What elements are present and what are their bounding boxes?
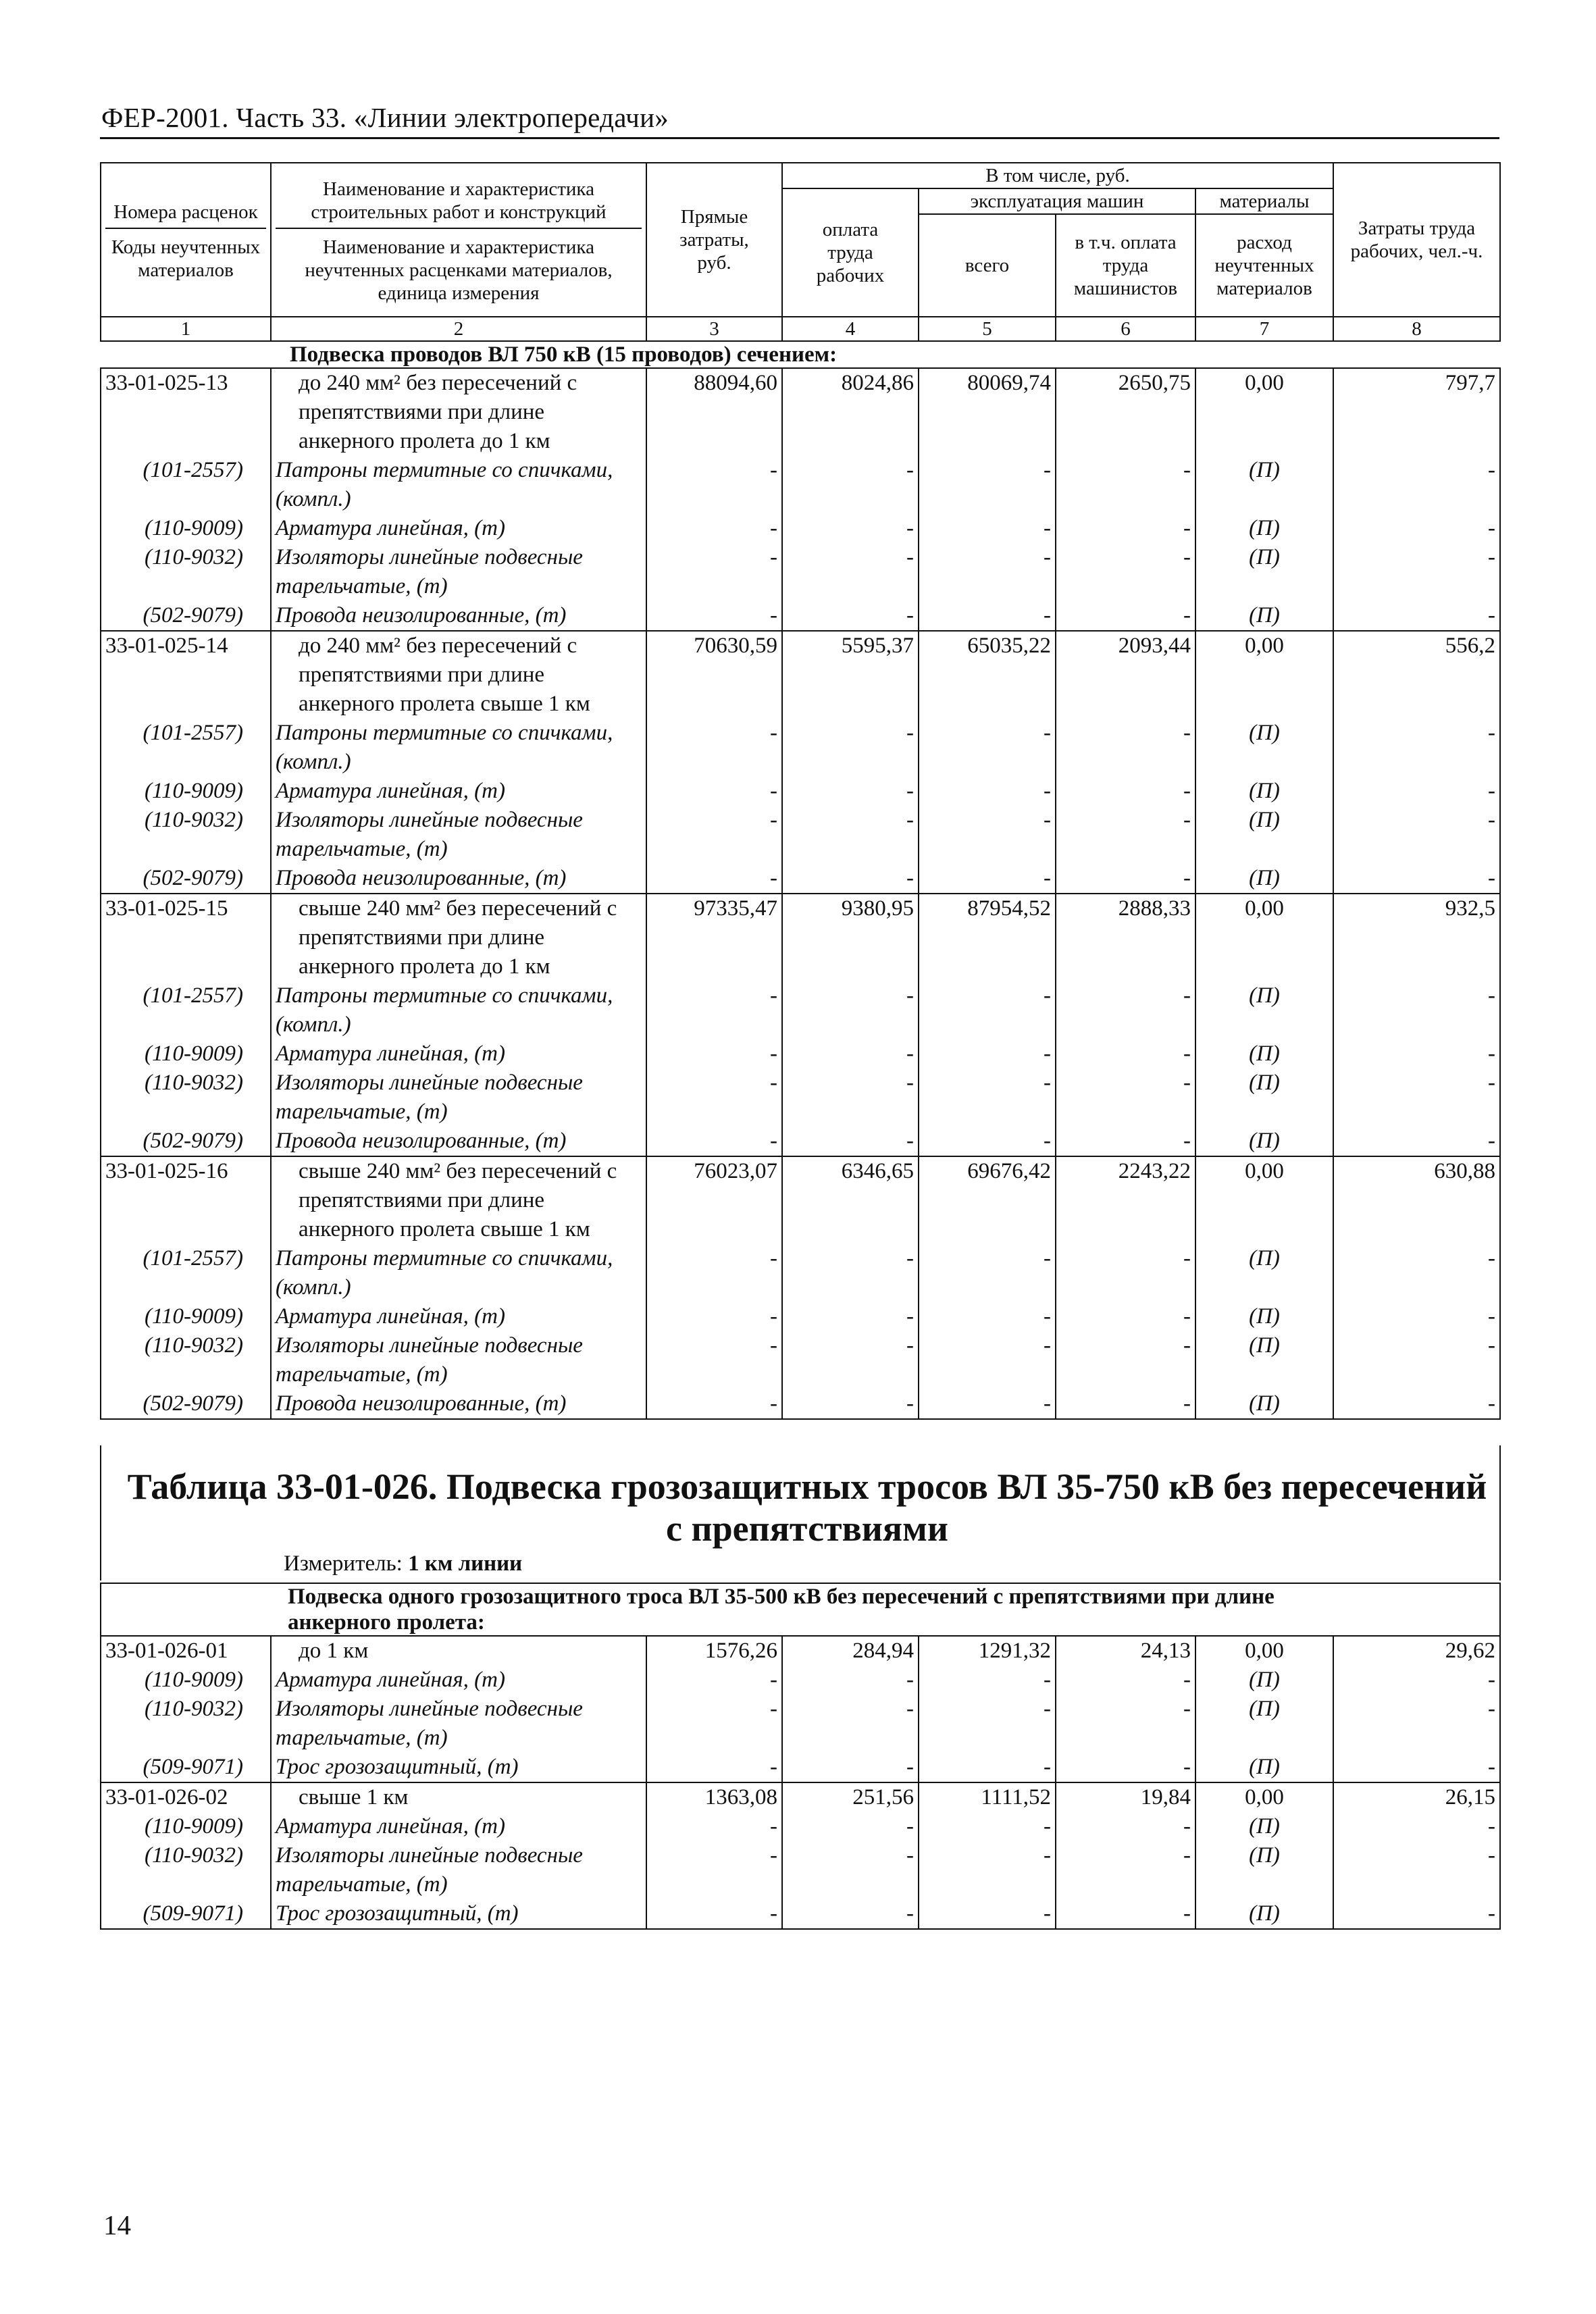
labor-hours: - [1333, 806, 1500, 864]
materials-value: (П) [1195, 864, 1333, 894]
direct-costs: 70630,59 [646, 631, 782, 719]
material-row [101, 1812, 1500, 1841]
col-head-rate-numbers: Номера расценок [105, 198, 266, 229]
material-row [101, 1302, 1500, 1331]
col-head-unaccounted-materials: расход неучтенных материалов [1195, 214, 1333, 317]
machines-total: - [919, 1812, 1056, 1841]
material-code: (110-9032) [101, 1069, 271, 1127]
material-row [101, 719, 1500, 777]
rate-row [101, 894, 1500, 981]
labor-hours: 797,7 [1333, 368, 1500, 456]
material-code: (101-2557) [101, 719, 271, 777]
materials-value: (П) [1195, 1302, 1333, 1331]
rate-code: 33-01-025-15 [101, 894, 271, 981]
material-name: Патроны термитные со спичками, (компл.) [271, 1244, 646, 1302]
materials-value: (П) [1195, 1069, 1333, 1127]
machinist-pay: - [1056, 1127, 1195, 1156]
material-row [101, 777, 1500, 806]
labor-hours: - [1333, 1389, 1500, 1419]
material-row [101, 514, 1500, 543]
material-name: Патроны термитные со спичками, (компл.) [271, 981, 646, 1039]
machinist-pay: - [1056, 543, 1195, 601]
labor-hours: - [1333, 1039, 1500, 1069]
machines-total: - [919, 1069, 1056, 1127]
col-head-group: В том числе, руб. [782, 163, 1333, 188]
materials-value: (П) [1195, 514, 1333, 543]
col-number: 4 [782, 317, 919, 341]
materials-value: 0,00 [1195, 894, 1333, 981]
col-number: 6 [1056, 317, 1195, 341]
worker-pay: - [782, 1695, 919, 1753]
material-row [101, 601, 1500, 631]
material-code: (110-9009) [101, 1039, 271, 1069]
direct-costs: - [646, 1331, 782, 1389]
material-name: Арматура линейная, (т) [271, 514, 646, 543]
machines-total: 69676,42 [919, 1156, 1056, 1244]
machines-total: - [919, 981, 1056, 1039]
labor-hours: - [1333, 719, 1500, 777]
labor-hours: - [1333, 1331, 1500, 1389]
col-head-material-name: Наименование и характеристика неучтенных расценками материалов, единица измерения [305, 236, 613, 304]
machinist-pay: 24,13 [1056, 1636, 1195, 1666]
direct-costs: - [646, 1039, 782, 1069]
worker-pay: 284,94 [782, 1636, 919, 1666]
materials-value: (П) [1195, 456, 1333, 514]
rate-row [101, 368, 1500, 456]
section-title: Подвеска одного грозозащитного троса ВЛ 35-500 кВ без пересечений с препятствиями при длине анкерного пролета: [101, 1583, 1500, 1636]
direct-costs: - [646, 543, 782, 601]
labor-hours: - [1333, 1812, 1500, 1841]
material-name: Патроны термитные со спичками, (компл.) [271, 456, 646, 514]
materials-value: (П) [1195, 1039, 1333, 1069]
work-name: до 240 мм² без пересечений с препятствиями при длине анкерного пролета до 1 км [271, 368, 646, 456]
machines-total: - [919, 1039, 1056, 1069]
materials-value: (П) [1195, 1127, 1333, 1156]
col-number: 3 [646, 317, 782, 341]
machinist-pay: - [1056, 1389, 1195, 1419]
machinist-pay: - [1056, 1695, 1195, 1753]
material-row [101, 1069, 1500, 1127]
col-number: 7 [1195, 317, 1333, 341]
page-number: 14 [103, 2209, 131, 2240]
labor-hours: 630,88 [1333, 1156, 1500, 1244]
material-name: Трос грозозащитный, (т) [271, 1753, 646, 1782]
machinist-pay: 2650,75 [1056, 368, 1195, 456]
material-row [101, 1753, 1500, 1782]
labor-hours: - [1333, 864, 1500, 894]
material-code: (502-9079) [101, 601, 271, 631]
machinist-pay: - [1056, 1331, 1195, 1389]
worker-pay: - [782, 719, 919, 777]
material-name: Патроны термитные со спичками, (компл.) [271, 719, 646, 777]
rate-row [101, 1636, 1500, 1666]
direct-costs: 1363,08 [646, 1782, 782, 1812]
worker-pay: - [782, 601, 919, 631]
material-name: Провода неизолированные, (т) [271, 1389, 646, 1419]
machines-total: - [919, 1244, 1056, 1302]
material-row [101, 1244, 1500, 1302]
materials-value: 0,00 [1195, 1782, 1333, 1812]
machinist-pay: - [1056, 806, 1195, 864]
material-name: Изоляторы линейные подвесные тарельчатые, (т) [271, 1695, 646, 1753]
col-number: 5 [919, 317, 1056, 341]
col-head-labor: Затраты труда рабочих, чел.-ч. [1333, 163, 1500, 317]
worker-pay: - [782, 1331, 919, 1389]
rate-code: 33-01-026-02 [101, 1782, 271, 1812]
material-row [101, 1666, 1500, 1695]
machines-total: - [919, 806, 1056, 864]
rate-code: 33-01-026-01 [101, 1636, 271, 1666]
worker-pay: - [782, 1899, 919, 1929]
material-code: (110-9009) [101, 1812, 271, 1841]
material-code: (502-9079) [101, 1389, 271, 1419]
worker-pay: - [782, 1244, 919, 1302]
direct-costs: - [646, 1841, 782, 1899]
material-name: Арматура линейная, (т) [271, 1039, 646, 1069]
unit-line [284, 1551, 522, 1576]
worker-pay: - [782, 1812, 919, 1841]
direct-costs: - [646, 864, 782, 894]
rates-table-33-01-026 [100, 1583, 1501, 1930]
labor-hours: - [1333, 1244, 1500, 1302]
machinist-pay: - [1056, 1069, 1195, 1127]
materials-value: 0,00 [1195, 631, 1333, 719]
col-head-names [271, 163, 646, 317]
machines-total: - [919, 719, 1056, 777]
machinist-pay: 2093,44 [1056, 631, 1195, 719]
materials-value: (П) [1195, 777, 1333, 806]
work-name: свыше 240 мм² без пересечений с препятствиями при длине анкерного пролета свыше 1 км [271, 1156, 646, 1244]
material-code: (509-9071) [101, 1753, 271, 1782]
machines-total: - [919, 1331, 1056, 1389]
materials-value: (П) [1195, 1695, 1333, 1753]
material-name: Изоляторы линейные подвесные тарельчатые, (т) [271, 1331, 646, 1389]
worker-pay: - [782, 456, 919, 514]
machinist-pay: 2888,33 [1056, 894, 1195, 981]
direct-costs: - [646, 1127, 782, 1156]
material-row [101, 864, 1500, 894]
labor-hours: - [1333, 456, 1500, 514]
col-head-codes [101, 163, 271, 317]
material-code: (110-9032) [101, 806, 271, 864]
work-name: свыше 240 мм² без пересечений с препятствиями при длине анкерного пролета до 1 км [271, 894, 646, 981]
worker-pay: - [782, 1127, 919, 1156]
materials-value: (П) [1195, 806, 1333, 864]
machinist-pay: - [1056, 1302, 1195, 1331]
col-head-work-name: Наименование и характеристика строительных работ и конструкций [276, 175, 642, 229]
labor-hours: 29,62 [1333, 1636, 1500, 1666]
machines-total: - [919, 1127, 1056, 1156]
material-row [101, 1389, 1500, 1419]
direct-costs: - [646, 1666, 782, 1695]
machinist-pay: - [1056, 1812, 1195, 1841]
machinist-pay: - [1056, 1666, 1195, 1695]
worker-pay: 8024,86 [782, 368, 919, 456]
materials-value: (П) [1195, 1244, 1333, 1302]
direct-costs: - [646, 601, 782, 631]
material-name: Арматура линейная, (т) [271, 1302, 646, 1331]
machinist-pay: - [1056, 1039, 1195, 1069]
direct-costs: - [646, 806, 782, 864]
materials-value: (П) [1195, 1753, 1333, 1782]
direct-costs: 88094,60 [646, 368, 782, 456]
materials-value: (П) [1195, 719, 1333, 777]
worker-pay: 251,56 [782, 1782, 919, 1812]
col-number: 1 [101, 317, 271, 341]
machines-total: - [919, 514, 1056, 543]
rate-code: 33-01-025-14 [101, 631, 271, 719]
machinist-pay: - [1056, 719, 1195, 777]
machines-total: - [919, 1389, 1056, 1419]
material-code: (101-2557) [101, 456, 271, 514]
rates-table-33-01-025 [100, 162, 1501, 1420]
direct-costs: 76023,07 [646, 1156, 782, 1244]
direct-costs: - [646, 1069, 782, 1127]
material-row [101, 543, 1500, 601]
material-code: (110-9032) [101, 1695, 271, 1753]
material-code: (502-9079) [101, 1127, 271, 1156]
machines-total: - [919, 1302, 1056, 1331]
rate-row [101, 1782, 1500, 1812]
material-name: Арматура линейная, (т) [271, 777, 646, 806]
labor-hours: - [1333, 514, 1500, 543]
worker-pay: - [782, 806, 919, 864]
labor-hours: 26,15 [1333, 1782, 1500, 1812]
machines-total: - [919, 1841, 1056, 1899]
material-code: (110-9032) [101, 1331, 271, 1389]
labor-hours: - [1333, 1753, 1500, 1782]
materials-value: (П) [1195, 1812, 1333, 1841]
machines-total: - [919, 601, 1056, 631]
worker-pay: - [782, 1389, 919, 1419]
machines-total: - [919, 456, 1056, 514]
direct-costs: 1576,26 [646, 1636, 782, 1666]
rate-code: 33-01-025-13 [101, 368, 271, 456]
materials-value: (П) [1195, 601, 1333, 631]
direct-costs: - [646, 1389, 782, 1419]
machinist-pay: - [1056, 864, 1195, 894]
machinist-pay: - [1056, 1244, 1195, 1302]
material-name: Арматура линейная, (т) [271, 1812, 646, 1841]
material-name: Изоляторы линейные подвесные тарельчатые, (т) [271, 806, 646, 864]
direct-costs: - [646, 1244, 782, 1302]
worker-pay: - [782, 1666, 919, 1695]
section-title: Подвеска проводов ВЛ 750 кВ (15 проводов) сечением: [101, 341, 1500, 368]
material-row [101, 456, 1500, 514]
labor-hours: - [1333, 981, 1500, 1039]
direct-costs: - [646, 1899, 782, 1929]
direct-costs: - [646, 514, 782, 543]
labor-hours: - [1333, 601, 1500, 631]
machines-total: - [919, 777, 1056, 806]
col-head-direct-costs: Прямые затраты, руб. [646, 163, 782, 317]
material-code: (101-2557) [101, 1244, 271, 1302]
machines-total: - [919, 1899, 1056, 1929]
materials-value: (П) [1195, 1841, 1333, 1899]
unit-label: Измеритель: [284, 1551, 403, 1576]
material-code: (110-9009) [101, 1666, 271, 1695]
machines-total: 65035,22 [919, 631, 1056, 719]
materials-value: (П) [1195, 1331, 1333, 1389]
materials-value: (П) [1195, 1666, 1333, 1695]
labor-hours: - [1333, 1841, 1500, 1899]
machines-total: - [919, 864, 1056, 894]
labor-hours: - [1333, 1127, 1500, 1156]
material-code: (110-9009) [101, 777, 271, 806]
labor-hours: - [1333, 543, 1500, 601]
worker-pay: - [782, 1039, 919, 1069]
col-number: 2 [271, 317, 646, 341]
material-code: (502-9079) [101, 864, 271, 894]
worker-pay: 5595,37 [782, 631, 919, 719]
material-code: (110-9009) [101, 514, 271, 543]
material-name: Трос грозозащитный, (т) [271, 1899, 646, 1929]
machinist-pay: - [1056, 1753, 1195, 1782]
labor-hours: - [1333, 1666, 1500, 1695]
material-name: Провода неизолированные, (т) [271, 864, 646, 894]
machinist-pay: 19,84 [1056, 1782, 1195, 1812]
material-row [101, 981, 1500, 1039]
machines-total: 87954,52 [919, 894, 1056, 981]
worker-pay: - [782, 1302, 919, 1331]
material-row [101, 806, 1500, 864]
worker-pay: - [782, 1841, 919, 1899]
worker-pay: 6346,65 [782, 1156, 919, 1244]
machines-total: - [919, 543, 1056, 601]
work-name: свыше 1 км [271, 1782, 646, 1812]
machinist-pay: - [1056, 1899, 1195, 1929]
material-name: Изоляторы линейные подвесные тарельчатые, (т) [271, 543, 646, 601]
materials-value: (П) [1195, 543, 1333, 601]
material-code: (110-9032) [101, 543, 271, 601]
col-number: 8 [1333, 317, 1500, 341]
rate-row [101, 631, 1500, 719]
machinist-pay: - [1056, 514, 1195, 543]
labor-hours: 556,2 [1333, 631, 1500, 719]
machinist-pay: 2243,22 [1056, 1156, 1195, 1244]
unit-value: 1 км линии [408, 1551, 523, 1576]
machinist-pay: - [1056, 981, 1195, 1039]
worker-pay: - [782, 1753, 919, 1782]
machines-total: 80069,74 [919, 368, 1056, 456]
worker-pay: - [782, 981, 919, 1039]
machines-total: 1111,52 [919, 1782, 1056, 1812]
materials-value: 0,00 [1195, 1156, 1333, 1244]
materials-value: 0,00 [1195, 368, 1333, 456]
table-title: Таблица 33-01-026. Подвеска грозозащитных тросов ВЛ 35-750 кВ без пересечений с препятствиями [127, 1466, 1487, 1549]
rate-code: 33-01-025-16 [101, 1156, 271, 1244]
direct-costs: - [646, 1302, 782, 1331]
direct-costs: - [646, 1753, 782, 1782]
worker-pay: - [782, 864, 919, 894]
labor-hours: 932,5 [1333, 894, 1500, 981]
work-name: до 240 мм² без пересечений с препятствиями при длине анкерного пролета свыше 1 км [271, 631, 646, 719]
col-head-machinist-pay: в т.ч. оплата труда машинистов [1056, 214, 1195, 317]
materials-value: 0,00 [1195, 1636, 1333, 1666]
labor-hours: - [1333, 777, 1500, 806]
machinist-pay: - [1056, 777, 1195, 806]
worker-pay: 9380,95 [782, 894, 919, 981]
machines-total: - [919, 1753, 1056, 1782]
material-row [101, 1695, 1500, 1753]
machines-total: - [919, 1666, 1056, 1695]
labor-hours: - [1333, 1695, 1500, 1753]
col-head-machines-total: всего [919, 214, 1056, 317]
direct-costs: - [646, 456, 782, 514]
work-name: до 1 км [271, 1636, 646, 1666]
material-row [101, 1331, 1500, 1389]
direct-costs: - [646, 777, 782, 806]
material-name: Изоляторы линейные подвесные тарельчатые, (т) [271, 1841, 646, 1899]
col-head-material-codes: Коды неучтенных материалов [111, 236, 261, 281]
machines-total: 1291,32 [919, 1636, 1056, 1666]
col-head-worker-pay: оплата труда рабочих [782, 188, 919, 317]
worker-pay: - [782, 1069, 919, 1127]
rate-row [101, 1156, 1500, 1244]
worker-pay: - [782, 543, 919, 601]
header-rule [100, 137, 1499, 139]
material-row [101, 1899, 1500, 1929]
direct-costs: - [646, 1695, 782, 1753]
material-row [101, 1127, 1500, 1156]
material-code: (110-9032) [101, 1841, 271, 1899]
direct-costs: - [646, 1812, 782, 1841]
direct-costs: - [646, 981, 782, 1039]
material-row [101, 1841, 1500, 1899]
machinist-pay: - [1056, 601, 1195, 631]
material-name: Арматура линейная, (т) [271, 1666, 646, 1695]
material-row [101, 1039, 1500, 1069]
col-head-machines: эксплуатация машин [919, 188, 1195, 214]
running-header: ФЕР-2001. Часть 33. «Линии электропередачи» [101, 102, 669, 133]
machinist-pay: - [1056, 1841, 1195, 1899]
labor-hours: - [1333, 1899, 1500, 1929]
worker-pay: - [782, 777, 919, 806]
direct-costs: - [646, 719, 782, 777]
col-head-materials: материалы [1195, 188, 1333, 214]
worker-pay: - [782, 514, 919, 543]
material-name: Провода неизолированные, (т) [271, 1127, 646, 1156]
material-name: Изоляторы линейные подвесные тарельчатые, (т) [271, 1069, 646, 1127]
materials-value: (П) [1195, 1899, 1333, 1929]
direct-costs: 97335,47 [646, 894, 782, 981]
materials-value: (П) [1195, 1389, 1333, 1419]
material-name: Провода неизолированные, (т) [271, 601, 646, 631]
machines-total: - [919, 1695, 1056, 1753]
labor-hours: - [1333, 1069, 1500, 1127]
material-code: (110-9009) [101, 1302, 271, 1331]
material-code: (509-9071) [101, 1899, 271, 1929]
machinist-pay: - [1056, 456, 1195, 514]
materials-value: (П) [1195, 981, 1333, 1039]
labor-hours: - [1333, 1302, 1500, 1331]
material-code: (101-2557) [101, 981, 271, 1039]
